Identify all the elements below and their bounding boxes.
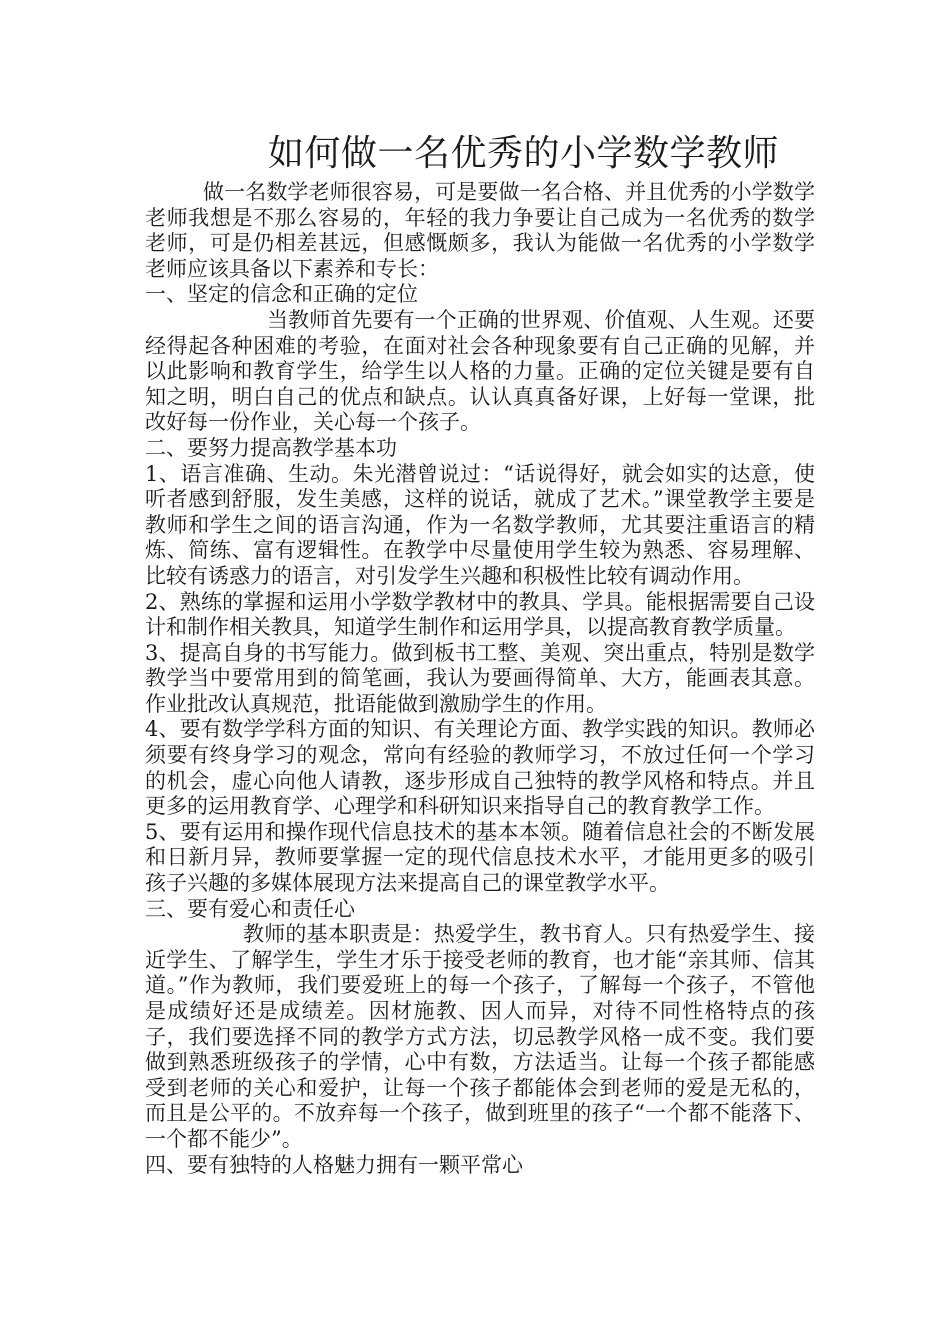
document-body [145, 128, 815, 1178]
section-2-item-4: 4、要有数学学科方面的知识、有关理论方面、教学实践的知识。教师必须要有终身学习的观念，常向有经验的教师学习，不放过任何一个学习的机会，虚心向他人请教，逐步形成自己独特的教学风格和特点。并且更多的运用教育学、心理学和科研知识来指导自己的教育教学工作。 [145, 717, 815, 819]
section-2-item-5: 5、要有运用和操作现代信息技术的基本本领。随着信息社会的不断发展和日新月异，教师要掌握一定的现代信息技术水平，才能用更多的吸引孩子兴趣的多媒体展现方法来提高自己的课堂教学水平。 [145, 819, 815, 896]
section-2-item-2: 2、熟练的掌握和运用小学数学教材中的教具、学具。能根据需要自己设计和制作相关教具，知道学生制作和运用学具，以提高教育教学质量。 [145, 589, 815, 640]
section-3-heading: 三、要有爱心和责任心 [145, 896, 355, 921]
section-4-heading: 四、要有独特的人格魅力拥有一颗平常心 [145, 1152, 523, 1177]
section-2-item-3: 3、提高自身的书写能力。做到板书工整、美观、突出重点，特别是数学教学当中要常用到的简笔画，我认为要画得简单、大方，能画表其意。作业批改认真规范，批语能做到激励学生的作用。 [145, 640, 815, 716]
section-1-heading: 一、坚定的信念和正确的定位 [145, 282, 418, 307]
section-2-item-1: 1、语言准确、生动。朱光潜曾说过：“话说得好，就会如实的达意，使听者感到舒服，发生美感，这样的说话，就成了艺术。”课堂教学主要是教师和学生之间的语言沟通，作为一名数学教师，尤其要注重语言的精炼、简练、富有逻辑性。在教学中尽量使用学生较为熟悉、容易理解、比较有诱惑力的语言，对引发学生兴趣和积极性比较有调动作用。 [145, 461, 815, 588]
section-3-paragraph: 教师的基本职责是：热爱学生，教书育人。只有热爱学生、接近学生、了解学生，学生才乐于接受老师的教育，也才能“亲其师、信其道。”作为教师，我们要爱班上的每一个孩子，了解每一个孩子，不管他是成绩好还是成绩差。因材施教、因人而异，对待不同性格特点的孩子，我们要选择不同的教学方式方法，切忌教学风格一成不变。我们要做到熟悉班级孩子的学情，心中有数，方法适当。让每一个孩子都能感受到老师的关心和爱护，让每一个孩子都能体会到老师的爱是无私的，而且是公平的。不放弃每一个孩子，做到班里的孩子“一个都不能落下、一个都不能少”。 [145, 922, 815, 1151]
intro-paragraph: 做一名数学老师很容易，可是要做一名合格、并且优秀的小学数学老师我想是不那么容易的，年轻的我力争要让自己成为一名优秀的数学老师，可是仍相差甚远，但感慨颇多，我认为能做一名优秀的小学数学老师应该具备以下素养和专长： [145, 180, 815, 281]
document-title: 如何做一名优秀的小学数学教师 [268, 133, 780, 174]
section-2-heading: 二、要努力提高教学基本功 [145, 435, 397, 460]
section-1-paragraph: 当教师首先要有一个正确的世界观、价值观、人生观。还要经得起各种困难的考验，在面对社会各种现象要有自己正确的见解，并以此影响和教育学生，给学生以人格的力量。正确的定位关键是要有自知之明，明白自己的优点和缺点。认认真真备好课，上好每一堂课，批改好每一份作业，关心每一个孩子。 [145, 307, 815, 435]
